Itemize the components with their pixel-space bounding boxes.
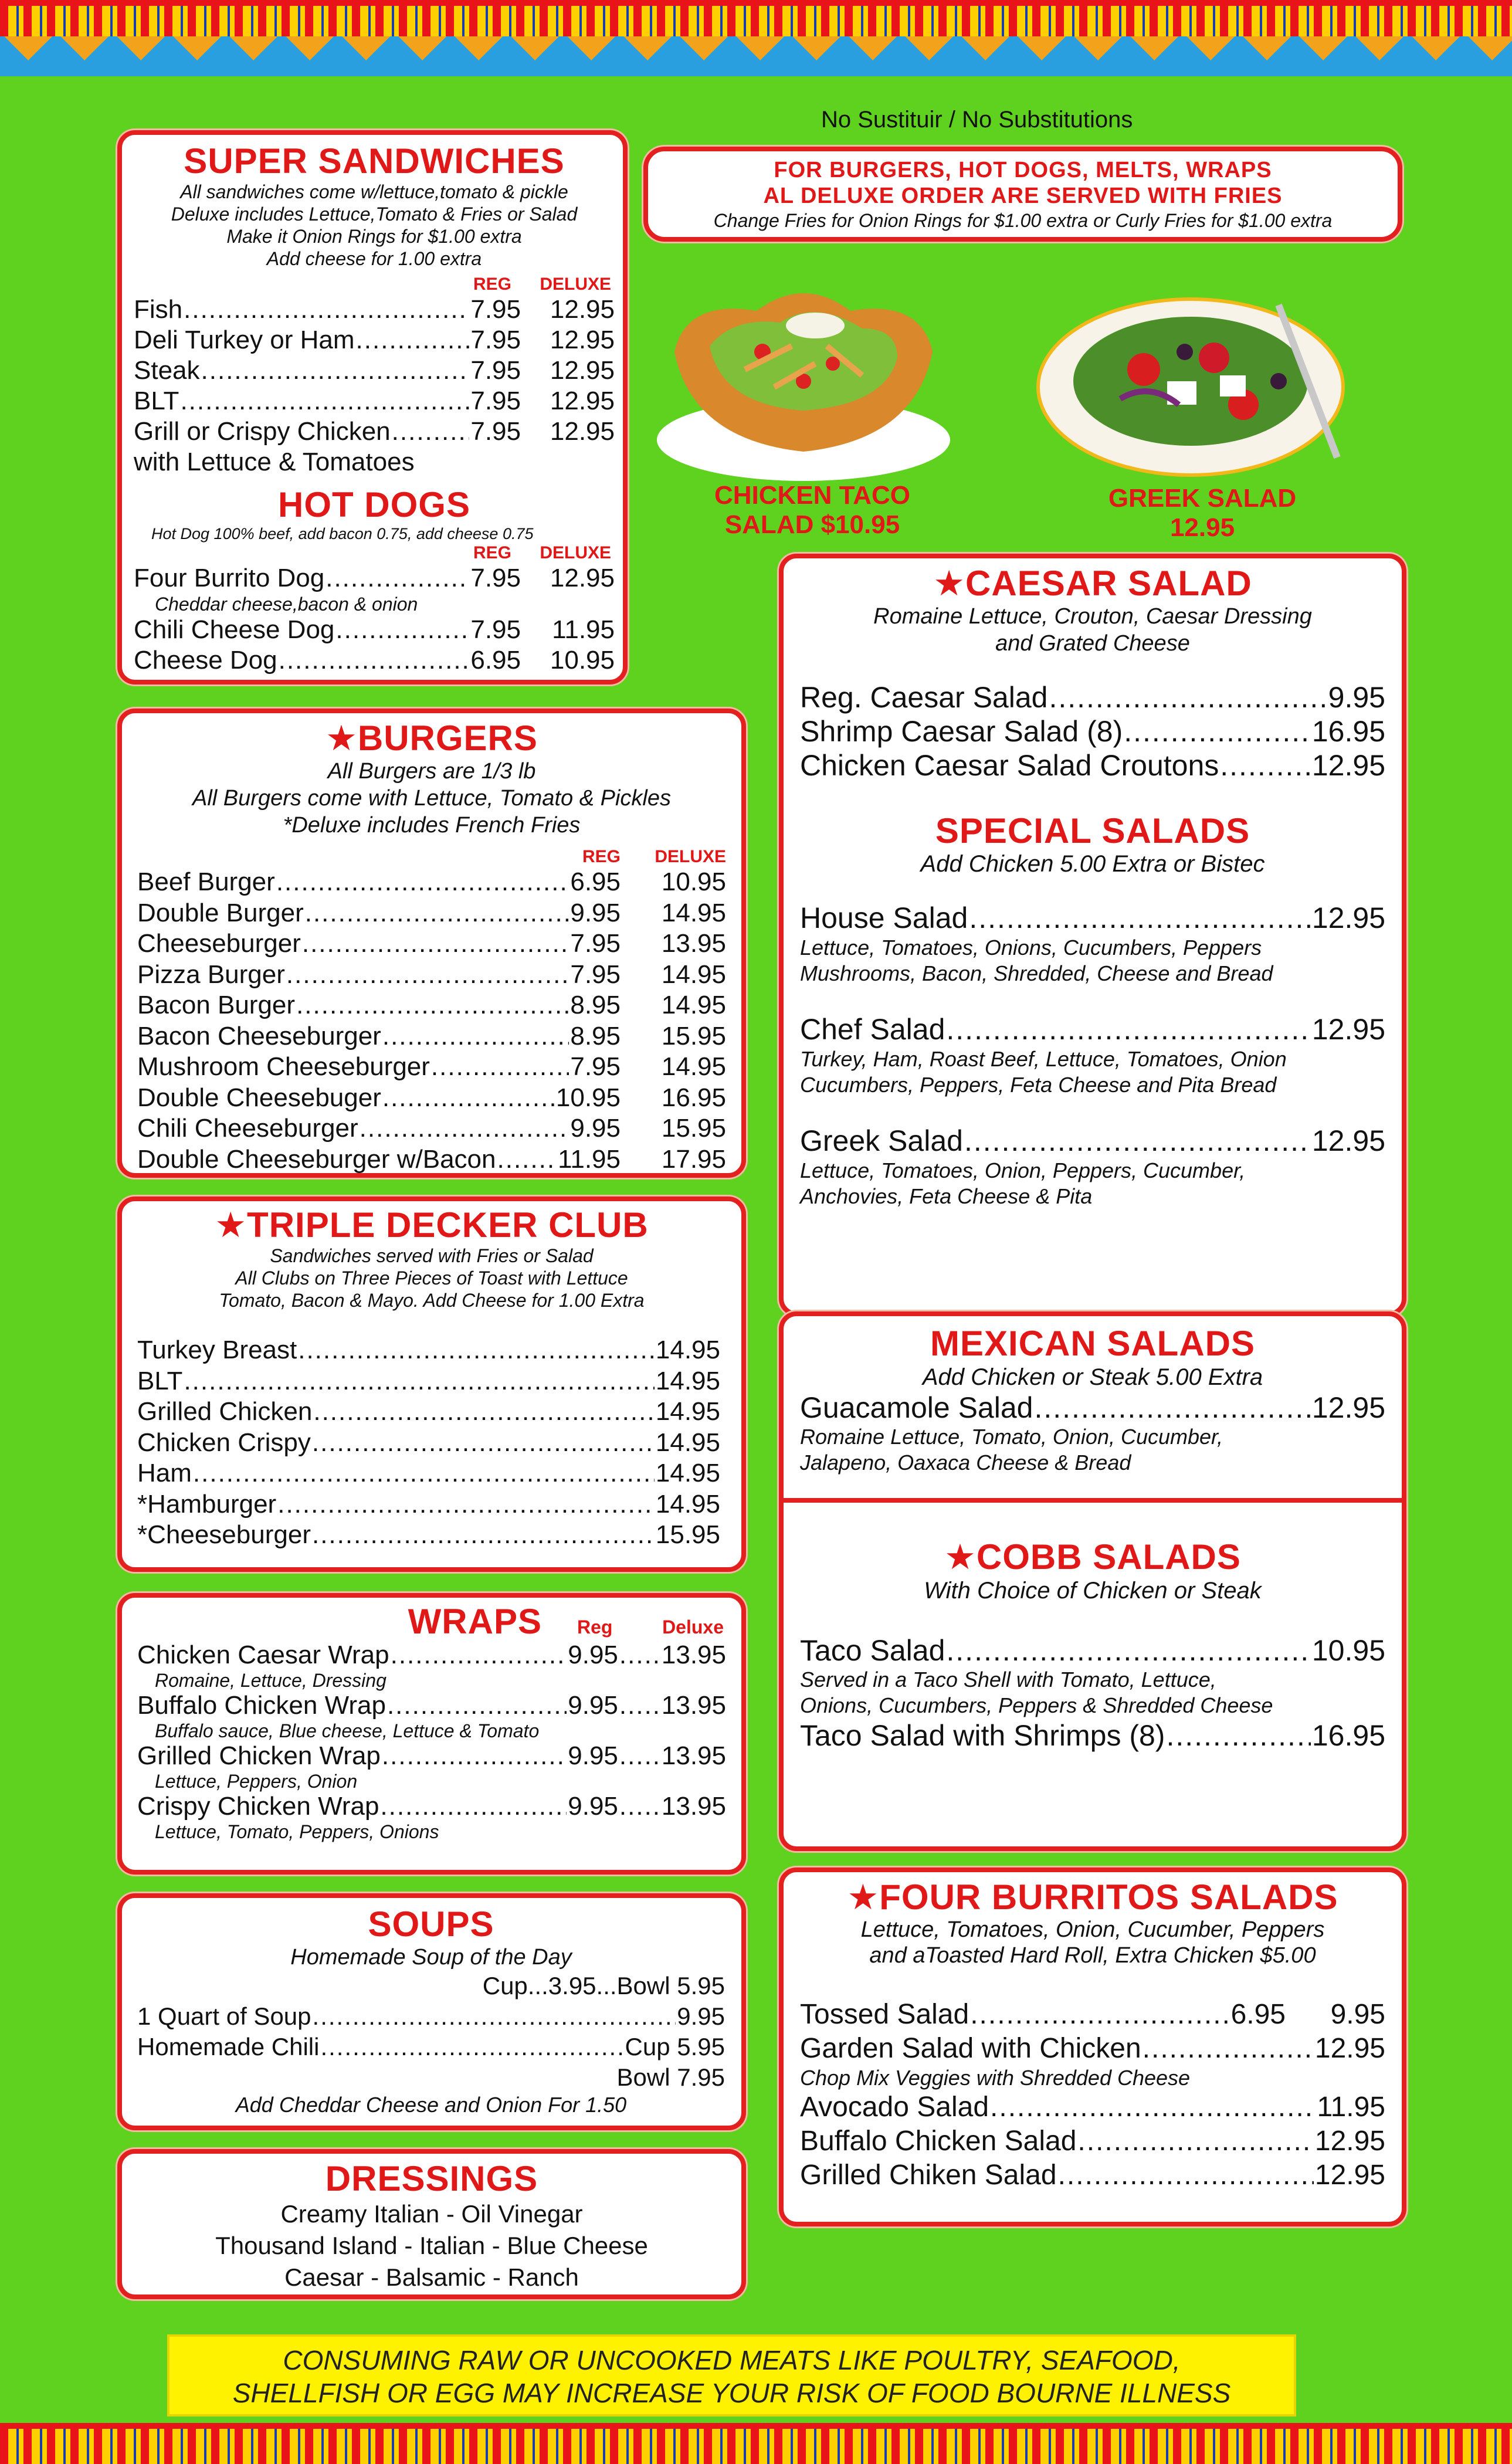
cobb-salads-title: COBB SALADS	[976, 1537, 1241, 1577]
star-icon: ★	[326, 718, 358, 758]
price-deluxe: 13.95	[661, 1792, 726, 1821]
chili-bowl-price: Bowl 7.95	[616, 2063, 725, 2091]
desc-line: Jalapeno, Oaxaca Cheese & Bread	[800, 1450, 1131, 1475]
dressings-title: DRESSINGS	[325, 2159, 538, 2198]
deluxe-notice-line1: FOR BURGERS, HOT DOGS, MELTS, WRAPS	[774, 158, 1272, 182]
star-icon: ★	[944, 1537, 977, 1577]
menu-item	[134, 615, 615, 645]
note: All Clubs on Three Pieces of Toast with Lettuce	[235, 1267, 628, 1289]
star-icon: ★	[847, 1877, 880, 1917]
menu-item	[137, 1335, 720, 1366]
club-list	[137, 1335, 726, 1551]
price-reg: 9.95	[568, 1792, 618, 1821]
menu-item	[800, 2032, 1385, 2066]
col-reg: Reg	[577, 1616, 613, 1638]
price-reg: 8.95	[570, 991, 621, 1019]
price: 16.95	[1311, 1719, 1385, 1752]
menu-item	[137, 898, 726, 929]
item-name: Tossed Salad	[800, 1999, 969, 2030]
menu-item	[137, 990, 726, 1021]
menu-item	[137, 1113, 726, 1144]
super-sandwiches-title: SUPER SANDWICHES	[184, 141, 565, 181]
menu-item	[800, 901, 1385, 935]
item-name: Chili Cheese Dog	[134, 615, 335, 644]
item-name: Double Cheesebuger	[137, 1083, 381, 1112]
greek-salad-caption	[1056, 484, 1349, 543]
item-name: Guacamole Salad	[800, 1391, 1033, 1424]
four-burritos-list	[800, 1998, 1385, 2192]
price-reg: 7.95	[470, 356, 521, 385]
price: 11.95	[1317, 2092, 1385, 2123]
deluxe-notice-box	[643, 147, 1402, 242]
decorative-top-border	[0, 0, 1512, 76]
note: Romaine Lettuce, Crouton, Caesar Dressing	[873, 604, 1312, 629]
note: and Grated Cheese	[995, 631, 1190, 656]
greek-caption-line2: 12.95	[1169, 513, 1235, 542]
menu-item	[800, 1391, 1385, 1424]
item-name: Cheese Dog	[134, 646, 277, 675]
price: 9.95	[1328, 681, 1385, 714]
note: All Burgers are 1/3 lb	[327, 759, 536, 784]
column-headers	[134, 543, 615, 563]
item-name: Reg. Caesar Salad	[800, 681, 1048, 714]
price: 12.95	[1311, 901, 1385, 934]
item-name: Beef Burger	[137, 867, 275, 896]
menu-item	[137, 1742, 726, 1770]
desc-line: Onions, Cucumbers, Peppers & Shredded Cheese	[800, 1693, 1273, 1717]
soups-subtitle: Homemade Soup of the Day	[290, 1945, 572, 1970]
price-reg: 7.95	[470, 564, 521, 592]
item-description	[800, 935, 1385, 987]
price-reg: 7.95	[470, 295, 521, 324]
item-name: Double Cheeseburger w/Bacon	[137, 1144, 496, 1174]
super-sandwiches-notes	[134, 181, 615, 270]
warning-line1: CONSUMING RAW OR UNCOOKED MEATS LIKE POULTRY, SEAFOOD,	[283, 2345, 1181, 2375]
item-name: Chef Salad	[800, 1013, 945, 1046]
menu-item	[134, 386, 615, 416]
item-name: Chili Cheeseburger	[137, 1114, 358, 1143]
super-sandwiches-list	[134, 294, 615, 477]
price-deluxe: 14.95	[661, 960, 726, 989]
burgers-title: BURGERS	[357, 718, 538, 758]
greek-salad-photo	[1032, 270, 1361, 481]
item-name: Pizza Burger	[137, 960, 285, 989]
note: Make it Onion Rings for $1.00 extra	[226, 226, 522, 247]
price: 12.95	[1311, 1013, 1385, 1046]
column-headers	[134, 274, 615, 294]
four-burritos-title: FOUR BURRITOS SALADS	[879, 1877, 1338, 1917]
item-name: Shrimp Caesar Salad (8)	[800, 715, 1123, 748]
col-deluxe: DELUXE	[540, 274, 611, 294]
menu-item	[137, 928, 726, 960]
price: Cup 5.95	[625, 2033, 725, 2060]
price: 16.95	[1311, 715, 1385, 748]
item-name: BLT	[134, 387, 179, 415]
menu-item	[137, 1428, 720, 1459]
menu-item	[800, 714, 1385, 748]
item-description: Romaine, Lettuce, Dressing	[155, 1670, 387, 1691]
soup-cup-bowl-price: Cup...3.95...Bowl 5.95	[482, 1972, 725, 1999]
star-icon: ★	[933, 564, 966, 603]
dressings-box	[117, 2149, 746, 2299]
menu-item	[134, 563, 615, 594]
item-name: BLT	[137, 1366, 183, 1395]
soups-title: SOUPS	[368, 1904, 494, 1944]
dressing-line: Caesar - Balsamic - Ranch	[284, 2263, 579, 2291]
item-name: Fish	[134, 295, 183, 324]
menu-item	[134, 416, 615, 447]
note: *Deluxe includes French Fries	[283, 813, 581, 838]
item-name: 1 Quart of Soup	[137, 2002, 311, 2030]
price: 14.95	[655, 1366, 720, 1395]
item-name: *Cheeseburger	[137, 1520, 311, 1549]
four-burritos-notes	[800, 1917, 1385, 1968]
item-name: Garden Salad with Chicken	[800, 2033, 1141, 2064]
price-deluxe: 13.95	[661, 1641, 726, 1669]
menu-item	[800, 1634, 1385, 1667]
desc-line: Cucumbers, Peppers, Feta Cheese and Pita Bread	[800, 1073, 1277, 1097]
greek-caption-line1: GREEK SALAD	[1108, 484, 1297, 513]
item-name: Grilled Chiken Salad	[800, 2160, 1057, 2191]
desc-line: Turkey, Ham, Roast Beef, Lettuce, Tomatoes, Onion	[800, 1047, 1287, 1071]
item-name: Grilled Chicken Wrap	[137, 1741, 381, 1770]
price-reg: 8.95	[570, 1021, 621, 1050]
item-description: Lettuce, Tomato, Peppers, Onions	[155, 1821, 439, 1842]
menu-item	[800, 1012, 1385, 1046]
price-deluxe: 9.95	[1330, 1999, 1385, 2030]
price-reg: 7.95	[570, 929, 621, 958]
price: 10.95	[1311, 1634, 1385, 1667]
price: 12.95	[1314, 2033, 1385, 2064]
deluxe-notice-line2: AL DELUXE ORDER ARE SERVED WITH FRIES	[763, 184, 1283, 208]
price-deluxe: 16.95	[661, 1083, 726, 1112]
menu-item	[137, 1792, 726, 1821]
price-deluxe: 12.95	[550, 326, 615, 354]
price-deluxe: 11.95	[552, 615, 615, 644]
club-notes	[137, 1245, 726, 1311]
price-deluxe: 12.95	[550, 295, 615, 324]
column-headers	[137, 847, 726, 867]
price: 14.95	[655, 1336, 720, 1364]
burgers-box	[117, 709, 746, 1178]
menu-item	[137, 1489, 720, 1520]
item-name: Bacon Burger	[137, 991, 296, 1019]
item-name: Ham	[137, 1459, 192, 1487]
item-name: Homemade Chili	[137, 2033, 320, 2060]
menu-item	[137, 1641, 726, 1669]
price: 12.95	[1311, 749, 1385, 782]
item-description: Buffalo sauce, Blue cheese, Lettuce & Tomato	[155, 1720, 540, 1741]
item-name: Four Burrito Dog	[134, 564, 325, 592]
special-salads-list	[800, 901, 1385, 1209]
price-reg: 6.95	[470, 646, 521, 675]
mexican-salads-title: MEXICAN SALADS	[930, 1324, 1256, 1363]
mexican-salads-subtitle: Add Chicken or Steak 5.00 Extra	[922, 1364, 1263, 1390]
item-name: Buffalo Chicken Salad	[800, 2126, 1077, 2157]
menu-item	[137, 1458, 720, 1489]
menu-item	[134, 355, 615, 386]
menu-item	[800, 1998, 1385, 2032]
price-reg: 7.95	[470, 326, 521, 354]
taco-caption-line2: SALAD $10.95	[724, 510, 900, 539]
price-reg: 7.95	[570, 1052, 621, 1081]
item-name: House Salad	[800, 901, 968, 934]
super-sandwiches-box	[117, 130, 628, 684]
menu-item	[137, 867, 726, 898]
menu-item	[137, 2001, 725, 2032]
menu-item	[800, 1719, 1385, 1753]
price-deluxe: 14.95	[661, 1052, 726, 1081]
col-reg: REG	[473, 274, 511, 294]
price-reg: 9.95	[568, 1691, 618, 1720]
warning-line2: SHELLFISH OR EGG MAY INCREASE YOUR RISK OF FOOD BOURNE ILLNESS	[232, 2378, 1231, 2408]
dressings-list	[134, 2198, 730, 2293]
price-deluxe: 12.95	[550, 387, 615, 415]
note: Tomato, Bacon & Mayo. Add Cheese for 1.00 Extra	[219, 1290, 645, 1311]
item-name: Cheeseburger	[137, 929, 301, 958]
item-name: Taco Salad	[800, 1634, 945, 1667]
menu-item	[800, 2158, 1385, 2192]
price: 12.95	[1311, 1391, 1385, 1424]
desc-line: Mushrooms, Bacon, Shredded, Cheese and Bread	[800, 961, 1273, 985]
price-reg: 9.95	[568, 1641, 618, 1669]
hot-dogs-note: Hot Dog 100% beef, add bacon 0.75, add cheese 0.75	[151, 525, 534, 543]
soups-box	[117, 1893, 746, 2130]
decorative-bottom-border	[0, 2423, 1512, 2464]
note: Sandwiches served with Fries or Salad	[270, 1245, 594, 1266]
item-name: Chicken Caesar Salad Croutons	[800, 749, 1219, 782]
price: 15.95	[655, 1520, 720, 1549]
soups-list	[137, 2001, 725, 2093]
price-reg: 9.95	[570, 898, 621, 927]
item-name: Greek Salad	[800, 1124, 963, 1157]
menu-item	[137, 1052, 726, 1083]
hot-dogs-list	[134, 563, 615, 676]
price-deluxe: 12.95	[550, 417, 615, 446]
price: 9.95	[677, 2002, 725, 2030]
price: 14.95	[655, 1489, 720, 1519]
item-name: *Hamburger	[137, 1489, 277, 1519]
burgers-notes	[137, 758, 726, 839]
note: and aToasted Hard Roll, Extra Chicken $5.00	[869, 1943, 1316, 1968]
menu-item	[134, 294, 615, 325]
dressing-line: Thousand Island - Italian - Blue Cheese	[215, 2232, 648, 2259]
price-deluxe: 13.95	[661, 1691, 726, 1720]
menu-item	[137, 960, 726, 991]
menu-item	[800, 2124, 1385, 2158]
wraps-title: WRAPS	[408, 1602, 542, 1641]
item-description: Lettuce, Peppers, Onion	[155, 1771, 358, 1792]
club-box	[117, 1197, 746, 1572]
item-name: Bacon Cheeseburger	[137, 1021, 381, 1050]
menu-item	[137, 1144, 726, 1175]
menu-item	[137, 1397, 720, 1428]
price-reg: 7.95	[470, 615, 521, 644]
caesar-list	[800, 680, 1385, 782]
cobb-salads-subtitle: With Choice of Chicken or Steak	[924, 1578, 1262, 1604]
price-reg: 9.95	[568, 1741, 618, 1770]
club-title: TRIPLE DECKER CLUB	[247, 1205, 649, 1245]
item-name: Crispy Chicken Wrap	[137, 1792, 379, 1821]
price-reg: 7.95	[470, 417, 521, 446]
item-description	[800, 1158, 1385, 1209]
wraps-list	[137, 1641, 726, 1843]
price: 12.95	[1314, 2160, 1385, 2191]
menu-item	[137, 1692, 726, 1720]
dressing-line: Creamy Italian - Oil Vinegar	[280, 2200, 583, 2228]
special-salads-title: SPECIAL SALADS	[935, 811, 1250, 850]
mexican-cobb-box	[779, 1311, 1406, 1851]
item-name: Chicken Crispy	[137, 1428, 311, 1457]
price-reg: 6.95	[1230, 1999, 1286, 2030]
price-deluxe: 14.95	[661, 991, 726, 1019]
caesar-notes	[800, 603, 1385, 657]
desc-line: Lettuce, Tomatoes, Onions, Cucumbers, Peppers	[800, 936, 1262, 960]
food-safety-warning	[167, 2334, 1296, 2416]
note: Add cheese for 1.00 extra	[266, 248, 482, 269]
section-divider	[784, 1498, 1402, 1503]
item-name: Steak	[134, 356, 200, 385]
item-description	[800, 1667, 1385, 1719]
price: 14.95	[655, 1428, 720, 1457]
desc-line: Served in a Taco Shell with Tomato, Lettuce,	[800, 1667, 1216, 1692]
note: All Burgers come with Lettuce, Tomato & Pickles	[192, 786, 671, 811]
col-reg: REG	[582, 847, 621, 866]
menu-item	[800, 2090, 1385, 2124]
item-description	[800, 1424, 1385, 1476]
price: 14.95	[655, 1397, 720, 1426]
price-deluxe: 13.95	[661, 929, 726, 958]
desc-line: Romaine Lettuce, Tomato, Onion, Cucumber,	[800, 1425, 1223, 1449]
hot-dogs-title: HOT DOGS	[277, 485, 470, 524]
item-name: Mushroom Cheeseburger	[137, 1052, 430, 1081]
price: 12.95	[1314, 2126, 1385, 2157]
desc-line: Anchovies, Feta Cheese & Pita	[800, 1184, 1093, 1208]
note: Deluxe includes Lettuce,Tomato & Fries or Salad	[171, 204, 578, 225]
price: 14.95	[655, 1459, 720, 1487]
price-reg: 11.95	[558, 1144, 621, 1174]
item-name: Chicken Caesar Wrap	[137, 1641, 389, 1669]
col-deluxe: DELUXE	[655, 847, 726, 866]
col-deluxe: DELUXE	[540, 543, 611, 562]
item-description	[800, 1046, 1385, 1098]
item-footer-note: with Lettuce & Tomatoes	[134, 448, 415, 476]
note: Lettuce, Tomatoes, Onion, Cucumber, Peppers	[860, 1917, 1325, 1942]
price-deluxe: 15.95	[661, 1021, 726, 1050]
price-reg: 10.95	[555, 1083, 621, 1112]
price-deluxe: 12.95	[550, 356, 615, 385]
desc-line: Lettuce, Tomatoes, Onion, Peppers, Cucumber,	[800, 1158, 1246, 1182]
price: 12.95	[1311, 1124, 1385, 1157]
item-name: Double Burger	[137, 898, 304, 927]
menu-item	[800, 748, 1385, 782]
price-deluxe: 17.95	[661, 1144, 726, 1174]
price-deluxe: 10.95	[550, 646, 615, 675]
price-deluxe: 10.95	[661, 867, 726, 896]
special-salads-subtitle: Add Chicken 5.00 Extra or Bistec	[920, 851, 1265, 877]
price-reg: 9.95	[570, 1114, 621, 1143]
chicken-taco-salad-photo	[639, 264, 968, 487]
note: All sandwiches come w/lettuce,tomato & pickle	[180, 181, 568, 202]
item-description: Chop Mix Veggies with Shredded Cheese	[800, 2066, 1191, 2090]
price-reg: 7.95	[470, 387, 521, 415]
star-icon: ★	[215, 1205, 248, 1245]
burgers-list	[137, 867, 726, 1175]
menu-item	[134, 645, 615, 676]
item-name: Avocado Salad	[800, 2092, 989, 2123]
item-description: Cheddar cheese,bacon & onion	[155, 594, 418, 615]
no-substitutions-note: No Sustituir / No Substitutions	[821, 107, 1133, 133]
wraps-header	[137, 1602, 726, 1641]
price-reg: 6.95	[570, 867, 621, 896]
item-name: Deli Turkey or Ham	[134, 326, 355, 354]
menu-item	[134, 325, 615, 355]
caesar-title: CAESAR SALAD	[965, 564, 1252, 603]
menu-item	[137, 1083, 726, 1114]
price-deluxe: 15.95	[661, 1114, 726, 1143]
soups-note: Add Cheddar Cheese and Onion For 1.50	[235, 2093, 627, 2117]
menu-item	[800, 680, 1385, 714]
menu-item	[137, 1366, 720, 1397]
item-name: Turkey Breast	[137, 1336, 297, 1364]
menu-item	[800, 1124, 1385, 1158]
menu-item	[137, 1520, 720, 1551]
wraps-box	[117, 1593, 746, 1875]
price-deluxe: 14.95	[661, 898, 726, 927]
taco-salad-caption	[674, 481, 950, 540]
col-deluxe: Deluxe	[662, 1616, 724, 1638]
caesar-special-box	[779, 554, 1406, 1316]
item-name: Grill or Crispy Chicken	[134, 417, 391, 446]
four-burritos-box	[779, 1868, 1406, 2226]
item-name: Taco Salad with Shrimps (8)	[800, 1719, 1165, 1752]
price-deluxe: 12.95	[550, 564, 615, 592]
price-deluxe: 13.95	[661, 1741, 726, 1770]
taco-caption-line1: CHICKEN TACO	[714, 481, 911, 510]
item-name: Buffalo Chicken Wrap	[137, 1691, 386, 1720]
deluxe-notice-line3: Change Fries for Onion Rings for $1.00 extra or Curly Fries for $1.00 extra	[713, 210, 1333, 231]
item-name: Grilled Chicken	[137, 1397, 313, 1426]
price-reg: 7.95	[570, 960, 621, 989]
menu-item	[137, 2032, 725, 2062]
menu-item	[137, 1021, 726, 1052]
col-reg: REG	[473, 543, 511, 562]
